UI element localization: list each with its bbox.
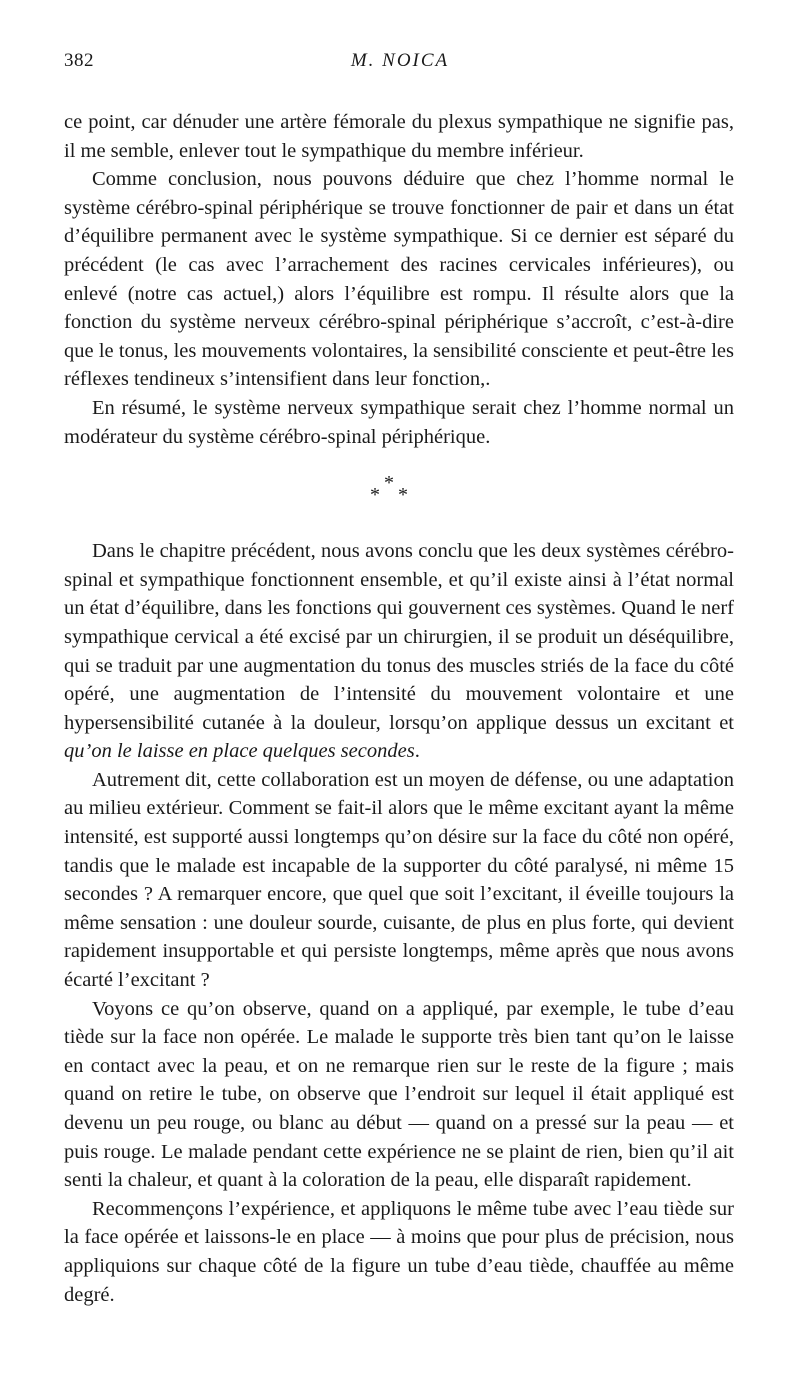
asterism-star-top: * [384, 472, 394, 495]
asterism-star-left: * [370, 484, 380, 507]
page-number: 382 [64, 50, 94, 71]
paragraph-experiment: Recommençons l’expérience, et appliquons le même tube avec l’eau tiède sur la face opérée et laissons-le en place — à moins que pour plus de précision, nous appliquions sur chaque côté de la figure un tube d’eau tiède, chauffée au même degré. [64, 1197, 734, 1306]
paragraph-summary: En résumé, le système nerveux sympathique serait chez l’homme normal un modérateur du système cérébro-spinal périphérique. [64, 396, 734, 448]
asterism-star-right: * [398, 484, 408, 507]
paragraph-previous-chapter-text: Dans le chapitre précédent, nous avons conclu que les deux systèmes cérébro-spinal et sympathique fonctionnent ensemble, et qu’il existe ainsi à l’état normal un état d’équilibre, dans les fonctions qui gouvernent ces systèmes. Quand le nerf sympathique cervical a été excisé par un chirurgien, il se produit un déséquilibre, qui se traduit par une augmentation du tonus des muscles striés de la face du côté opéré, une augmentation de l’intensité du mouvement volontaire et une hypersensibilité cutanée à la douleur, lorsqu’on applique dessus un excitant et [64, 540, 734, 734]
paragraph-defense: Autrement dit, cette collaboration est un moyen de défense, ou une adaptation au milieu extérieur. Comment se fait-il alors que le même excitant ayant la même intensité, est supporté aussi longtemps qu’on désire sur la face du côté non opéré, tandis que le malade est incapable de la supporter du côté paralysé, ni même 15 secondes ? A remarquer encore, que quel que soit l’excitant, il éveille toujours la même sensation : une douleur sourde, cuisante, de plus en plus forte, qui devient rapidement insupportable et qui persiste longtemps, même après que nous avons écarté l’excitant ? [64, 768, 734, 992]
page-header [64, 50, 736, 78]
paragraph-conclusion: Comme conclusion, nous pouvons déduire que chez l’homme normal le système cérébro-spinal périphérique se trouve fonctionner de pair et dans un état d’équilibre permanent avec le système sympathique. Si ce dernier est séparé du précédent (le cas avec l’arrachement des racines cervicales inférieures), ou enlevé (notre cas actuel,) alors l’équilibre est rompu. Il résulte alors que la fonction du système nerveux cérébro-spinal périphérique s’accroît, c’est-à-dire que le tonus, les mouvements volontaires, la sensibilité consciente et peut-être les réflexes tendineux s’intensifient dans leur fonction,. [64, 168, 734, 391]
paragraph-previous-chapter [64, 537, 734, 766]
paragraph-previous-chapter-italic: qu’on le laisse en place quelques secondes [64, 740, 415, 763]
paragraph-continuation: ce point, car dénuder une artère fémorale du plexus sympathique ne signifie pas, il me semble, enlever tout le sympathique du membre inférieur. [64, 111, 734, 162]
running-head: M. NOICA [350, 50, 450, 71]
body-text [64, 108, 734, 1309]
section-separator-asterism [64, 471, 734, 521]
paragraph-observation: Voyons ce qu’on observe, quand on a appliqué, par exemple, le tube d’eau tiède sur la face non opérée. Le malade le supporte très bien tant qu’on le laisse en contact avec la peau, et on ne remarque rien sur le reste de la figure ; mais quand on retire le tube, on observe que l’endroit sur lequel il était appliqué est devenu un peu rouge, ou blanc au début — quand on a pressé sur la peau — et puis rouge. Le malade pendant cette expérience ne se plaint de rien, bien qu’il ait senti la chaleur, et quant à la coloration de la peau, elle disparaît rapidement. [64, 997, 734, 1192]
paragraph-previous-chapter-end: . [414, 740, 420, 763]
